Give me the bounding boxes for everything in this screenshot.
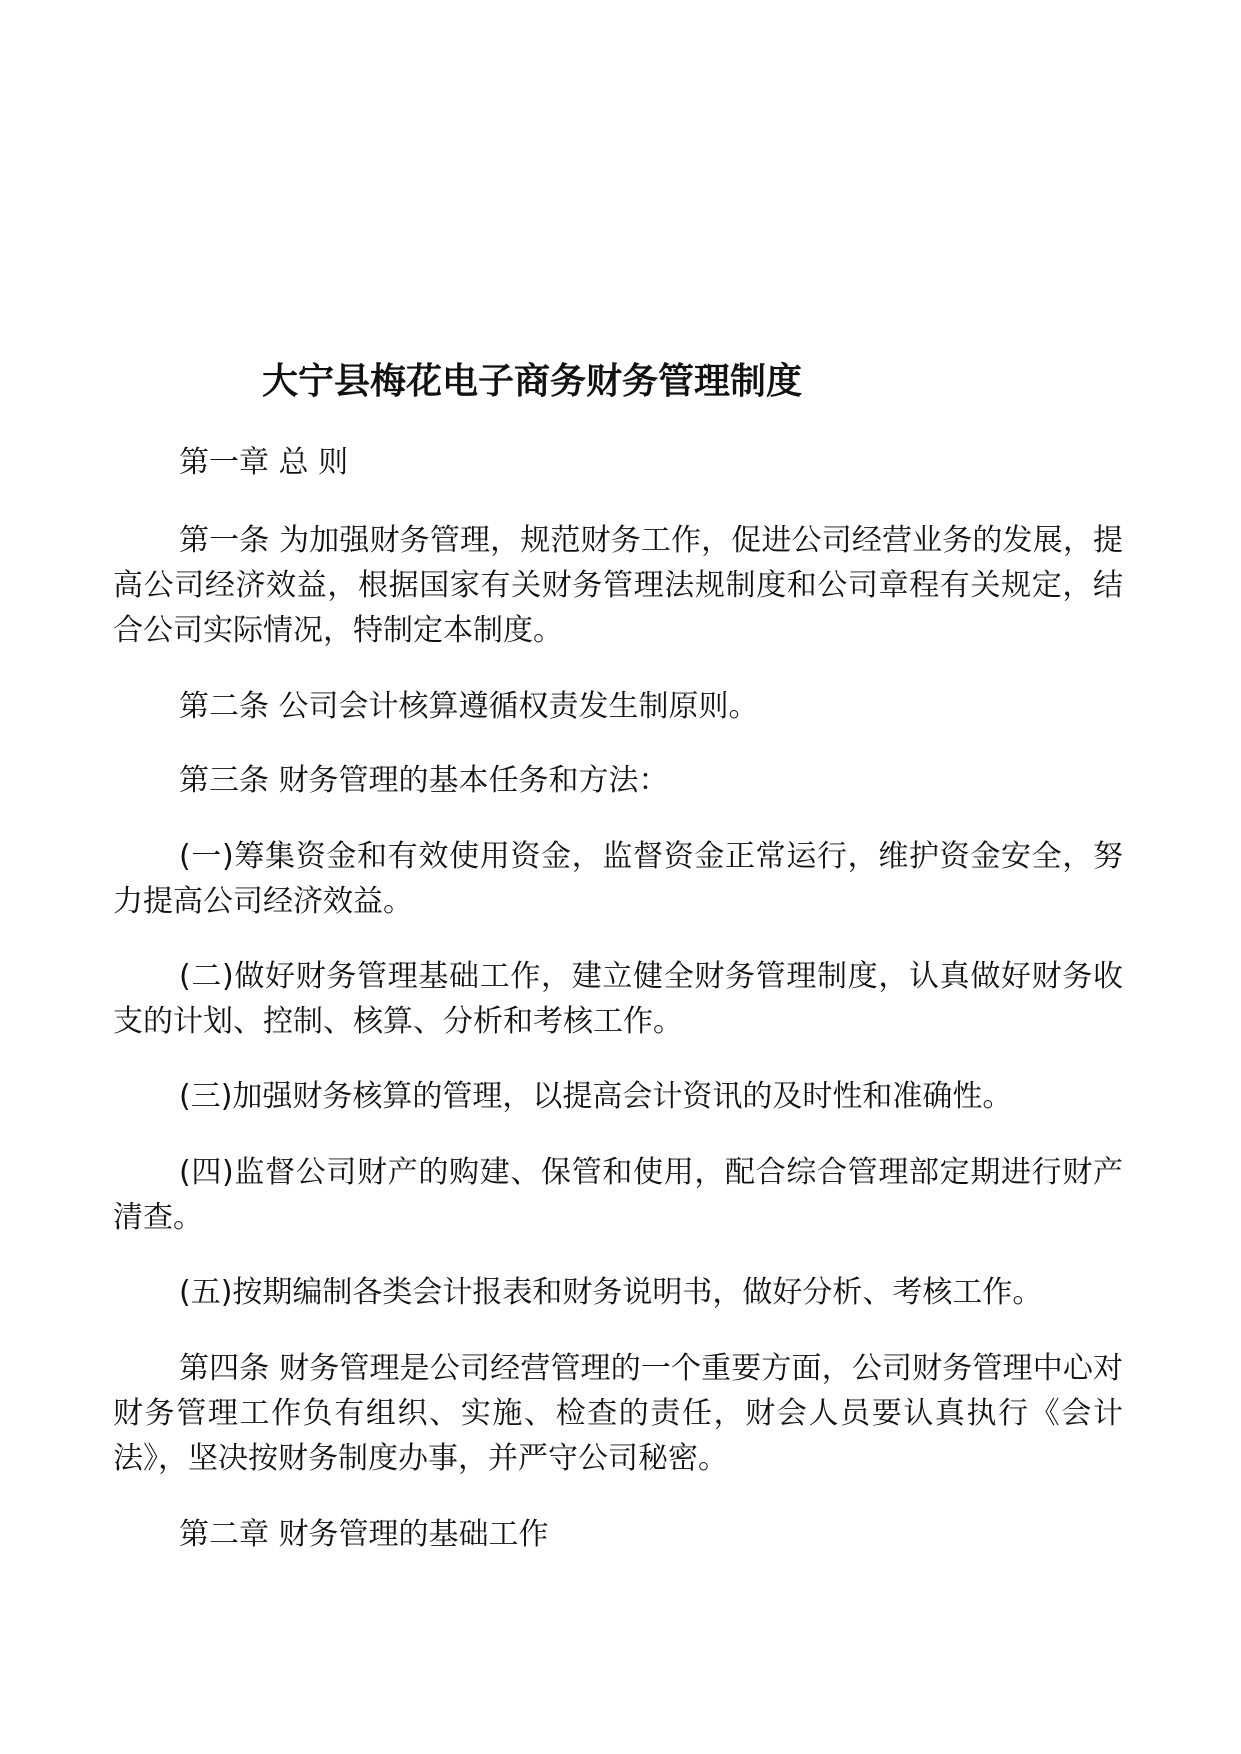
article-3-item-3: (三)加强财务核算的管理，以提高会计资讯的及时性和准确性。 bbox=[179, 1079, 1013, 1114]
document-title: 大宁县梅花电子商务财务管理制度 bbox=[262, 360, 803, 402]
chapter-heading-1: 第一章 总 则 bbox=[179, 445, 349, 480]
article-4: 第四条 财务管理是公司经营管理的一个重要方面，公司财务管理中心对财务管理工作负有组织、实施、检查的责任，财会人员要认真执行《会计法》，坚决按财务制度办事，并严守公司秘密。 bbox=[113, 1351, 1123, 1476]
article-1: 第一条 为加强财务管理，规范财务工作，促进公司经营业务的发展，提高公司经济效益，根据国家有关财务管理法规制度和公司章程有关规定，结合公司实际情况，特制定本制度。 bbox=[113, 523, 1123, 648]
article-3-item-2: (二)做好财务管理基础工作，建立健全财务管理制度，认真做好财务收支的计划、控制、核算、分析和考核工作。 bbox=[113, 959, 1123, 1039]
article-3-item-4: (四)监督公司财产的购建、保管和使用，配合综合管理部定期进行财产清查。 bbox=[113, 1155, 1123, 1235]
article-2: 第二条 公司会计核算遵循权责发生制原则。 bbox=[179, 689, 759, 724]
article-3: 第三条 财务管理的基本任务和方法： bbox=[179, 763, 669, 798]
article-3-item-1: (一)筹集资金和有效使用资金，监督资金正常运行，维护资金安全，努力提高公司经济效益。 bbox=[113, 839, 1123, 919]
article-3-item-5: (五)按期编制各类会计报表和财务说明书，做好分析、考核工作。 bbox=[179, 1275, 1043, 1310]
chapter-heading-2: 第二章 财务管理的基础工作 bbox=[179, 1517, 549, 1552]
